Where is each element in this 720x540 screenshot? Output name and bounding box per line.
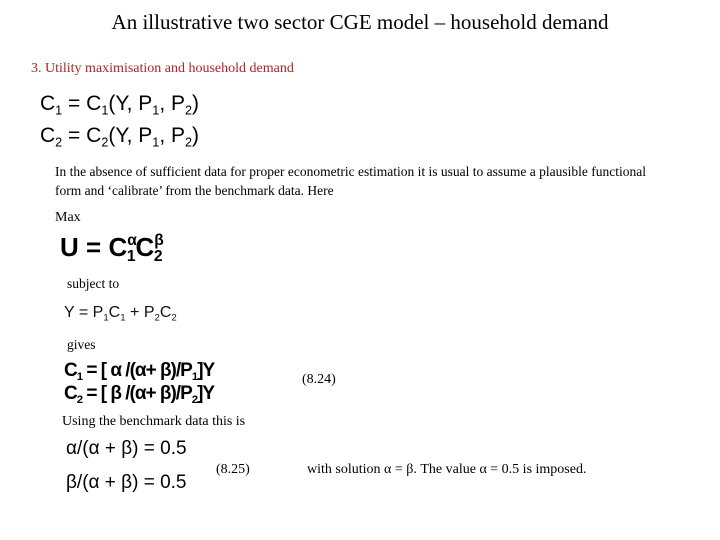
- equation-number-8-25: (8.25): [216, 462, 250, 477]
- gives-label: gives: [67, 337, 96, 352]
- calibration-equation-alpha: α/(α + β) = 0.5: [66, 438, 187, 459]
- demand-equation-c1: $C_1 = C_1(Y$, $P_1$, $P_2$): [40, 92, 200, 118]
- equation-number-8-24: (8.24): [302, 372, 336, 387]
- calibration-equation-beta: β/(α + β) = 0.5: [66, 472, 187, 493]
- benchmark-label: Using the benchmark data this is: [62, 414, 246, 429]
- solution-equation-c1: $C_1$ = [ α $/(\alpha+ \beta)/P_1]Y$: [64, 360, 215, 383]
- max-label: Max: [55, 210, 81, 225]
- demand-equation-c2: $C_2 = C_2(Y$, $P_1$, $P_2$): [40, 124, 200, 150]
- budget-constraint: $Y = P_1C_1 + P_2C_2$: [64, 304, 177, 324]
- subject-to-label: subject to: [67, 276, 120, 291]
- utility-function: $U = C^\alpha_1C^\beta_2$: [60, 232, 164, 266]
- solution-equation-c2: $C_2$ = [ β $/(\alpha+ \beta)/P_2]Y$: [64, 383, 215, 406]
- calibration-paragraph: In the absence of sufficient data for proper econometric estimation it is usual to assume a plausible functional form and ‘calibrate’ from the benchmark data. Here: [55, 164, 646, 198]
- slide-title: An illustrative two sector CGE model – household demand: [111, 10, 609, 34]
- solution-note: with solution α = β. The value α = 0.5 is imposed.: [307, 462, 587, 477]
- section-subtitle: 3. Utility maximisation and household demand: [31, 61, 294, 76]
